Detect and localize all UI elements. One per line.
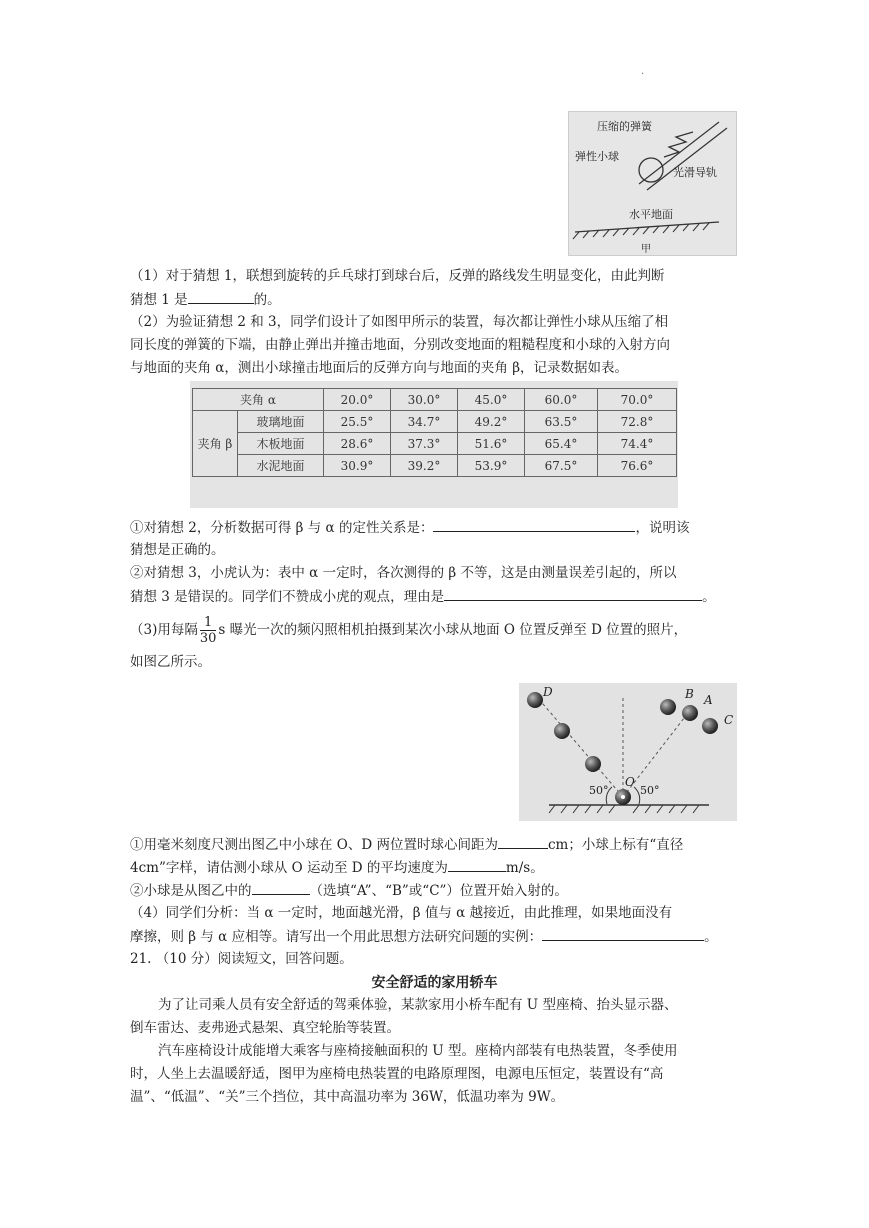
label-A: A — [704, 693, 713, 707]
cell: 30.9° — [324, 455, 391, 477]
q3-sub1-line2 — [130, 857, 544, 878]
cell: 74.4° — [598, 433, 677, 455]
label-B: B — [685, 687, 694, 701]
cell: 37.3° — [391, 433, 458, 455]
alpha-value: 30.0° — [391, 389, 458, 411]
q3-line2: 如图乙所示。 — [130, 654, 211, 670]
label-ball: 弹性小球 — [575, 150, 619, 163]
surface-label: 玻璃地面 — [238, 411, 324, 433]
label-spring: 压缩的弹簧 — [597, 120, 652, 133]
q1-line1: （1）对于猜想 1，联想到旋转的乒乓球打到球台后，反弹的路线发生明显变化，由此判断 — [130, 268, 665, 284]
q3-line1 — [130, 614, 687, 646]
q21-header: 21. （10 分）阅读短文，回答问题。 — [130, 951, 353, 967]
q4-example-blank[interactable] — [542, 926, 704, 941]
q2-line2: 同长度的弹簧的下端，由静止弹出并撞击地面，分别改变地面的粗糙程度和小球的入射方向 — [130, 337, 670, 353]
article-title: 安全舒适的家用轿车 — [371, 975, 498, 991]
cell: 53.9° — [458, 455, 525, 477]
q3-sub1d: m/s。 — [505, 860, 544, 876]
cell: 39.2° — [391, 455, 458, 477]
header-dot: . — [641, 66, 645, 77]
angle-right: 50° — [640, 784, 660, 797]
q2-sub1 — [130, 517, 689, 538]
q3-sub1 — [130, 834, 683, 855]
table-row — [193, 433, 677, 455]
q3-pre: （3)用每隔 — [130, 622, 198, 638]
q2-sub2b: 猜想 3 是错误的。同学们不赞成小虎的观点，理由是 — [130, 589, 445, 605]
frac-den: 30 — [199, 631, 217, 646]
q21-p1b: 倒车雷达、麦弗逊式悬架、真空轮胎等装置。 — [130, 1020, 400, 1036]
q21-p2c: 温”、“低温”、“关”三个挡位，其中高温功率为 36W，低温功率为 9W。 — [130, 1089, 565, 1105]
q2-sub2a: ②对猜想 3，小虎认为：表中 α 一定时，各次测得的 β 不等，这是由测量误差引起的，所以 — [130, 565, 677, 581]
q4-line2b: 。 — [704, 929, 718, 945]
alpha-value: 60.0° — [525, 389, 598, 411]
table-row — [193, 389, 677, 411]
q2-sub2 — [130, 586, 716, 607]
q2-sub1c: 猜想是正确的。 — [130, 542, 225, 558]
cell: 28.6° — [324, 433, 391, 455]
table-row — [193, 411, 677, 433]
label-O: O — [625, 775, 635, 789]
surface-label: 木板地面 — [238, 433, 324, 455]
data-table — [192, 388, 677, 477]
alpha-value: 45.0° — [458, 389, 525, 411]
label-rail: 光滑导轨 — [673, 166, 717, 179]
q21-p2a: 汽车座椅设计成能增大乘客与座椅接触面积的 U 型。座椅内部装有电热装置，冬季使用 — [158, 1043, 678, 1059]
cell: 67.5° — [525, 455, 598, 477]
cell: 63.5° — [525, 411, 598, 433]
table-row — [193, 455, 677, 477]
label-ground: 水平地面 — [629, 208, 673, 221]
q3-distance-blank[interactable] — [498, 834, 548, 849]
figure-jia-drawing — [569, 112, 738, 257]
alpha-label: 夹角 α — [193, 389, 324, 411]
q2-sub1-blank[interactable] — [433, 517, 635, 532]
q2-sub1b: ，说明该 — [635, 520, 690, 536]
frac-num: 1 — [200, 615, 217, 631]
q3-position-blank[interactable] — [252, 880, 310, 895]
q2-sub2-blank[interactable] — [444, 586, 702, 601]
figure-jia — [568, 111, 737, 256]
cell: 65.4° — [525, 433, 598, 455]
beta-label: 夹角 β — [193, 411, 238, 477]
q4-line1: （4）同学们分析：当 α 一定时，地面越光滑，β 值与 α 越接近，由此推理，如果地面没有 — [130, 905, 673, 921]
cell: 51.6° — [458, 433, 525, 455]
figure-yi — [519, 683, 737, 821]
alpha-value: 70.0° — [598, 389, 677, 411]
q2-line1: （2）为验证猜想 2 和 3，同学们设计了如图甲所示的装置，每次都让弹性小球从压缩了相 — [130, 314, 669, 330]
surface-label: 水泥地面 — [238, 455, 324, 477]
q3-speed-blank[interactable] — [448, 857, 506, 872]
q2-sub2c: 。 — [702, 589, 716, 605]
q3-post: s 曝光一次的频闪照相机拍摄到某次小球从地面 O 位置反弹至 D 位置的照片， — [218, 622, 688, 638]
label-C: C — [724, 713, 734, 727]
label-D: D — [543, 685, 553, 699]
cell: 49.2° — [458, 411, 525, 433]
q21-p1a: 为了让司乘人员有安全舒适的驾乘体验，某款家用小桥车配有 U 型座椅、抬头显示器、 — [158, 997, 678, 1013]
fraction — [200, 615, 217, 646]
q4-line2 — [130, 926, 718, 947]
q4-line2a: 摩擦，则 β 与 α 应相等。请写出一个用此思想方法研究问题的实例： — [130, 929, 543, 945]
q2-sub1a: ①对猜想 2，分析数据可得 β 与 α 的定性关系是： — [130, 520, 434, 536]
q1-line2 — [130, 289, 281, 310]
q3-sub2 — [130, 880, 568, 901]
q21-p2b: 时，人坐上去温暖舒适，图甲为座椅电热装置的电路原理图，电源电压恒定，装置设有“高 — [130, 1066, 664, 1082]
q3-sub2a: ②小球是从图乙中的 — [130, 883, 252, 899]
q3-sub2b: （选填“A”、“B”或“C”）位置开始入射的。 — [309, 883, 568, 899]
q2-line3: 与地面的夹角 α，测出小球撞击地面后的反弹方向与地面的夹角 β，记录数据如表。 — [130, 360, 629, 376]
label-jia: 甲 — [641, 244, 651, 255]
q3-sub1c: 4cm”字样，请估测小球从 O 运动至 D 的平均速度为 — [130, 860, 448, 876]
q3-sub1b: cm；小球上标有“直径 — [547, 837, 684, 853]
angle-left: 50° — [589, 784, 609, 797]
q1-answer-blank[interactable] — [188, 289, 254, 304]
q1-line2b: 的。 — [253, 292, 281, 308]
cell: 76.6° — [598, 455, 677, 477]
cell: 25.5° — [324, 411, 391, 433]
cell: 72.8° — [598, 411, 677, 433]
alpha-value: 20.0° — [324, 389, 391, 411]
q3-sub1a: ①用毫米刻度尺测出图乙中小球在 O、D 两位置时球心间距为 — [130, 837, 498, 853]
q1-line2a: 猜想 1 是 — [130, 292, 188, 308]
cell: 34.7° — [391, 411, 458, 433]
